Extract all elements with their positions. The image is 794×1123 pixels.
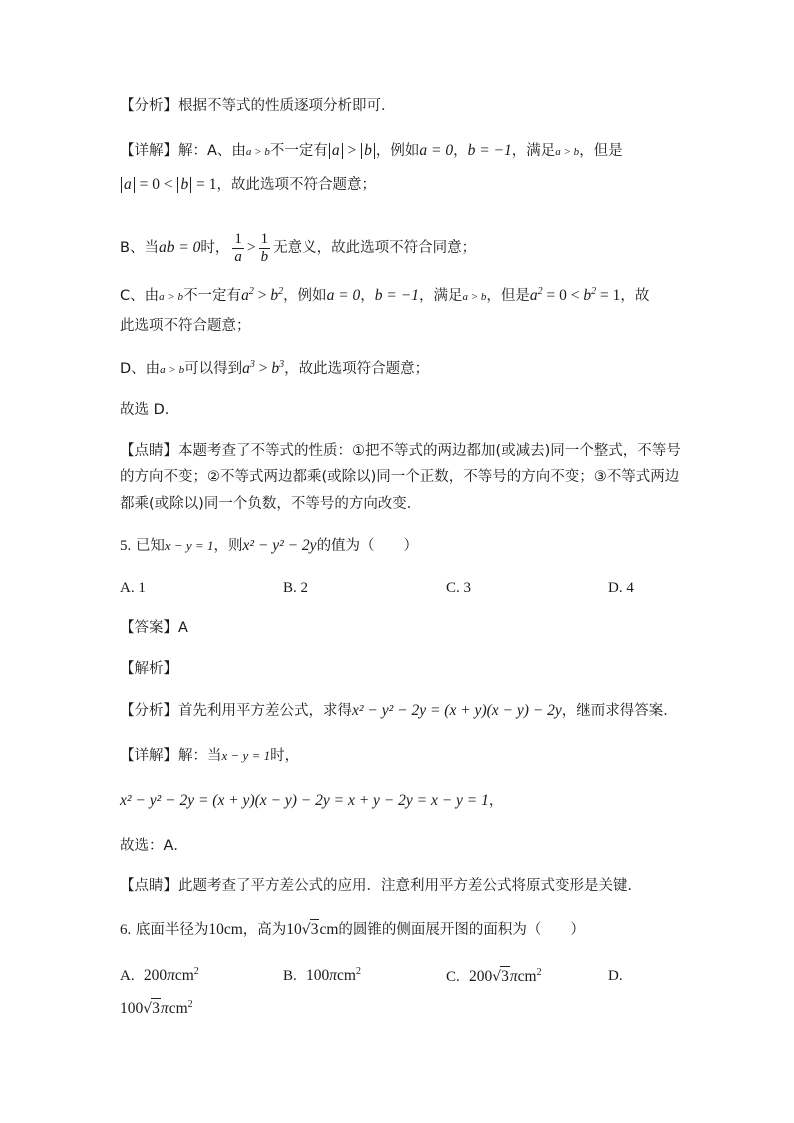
detail-text: ，但是: [579, 143, 623, 159]
detail-text: 可以得到: [184, 361, 243, 377]
q4-detail-a-line1: [120, 141, 623, 162]
detail-text: ，故此选项符合题意；: [284, 361, 430, 377]
q4-detail-b: [120, 230, 476, 266]
detail-text: ，故: [620, 288, 650, 304]
math-cond: x − y = 1: [164, 538, 214, 553]
fraction-1-over-a: [232, 231, 244, 266]
gt-sign: >: [254, 360, 272, 377]
q5-option-d: [608, 578, 634, 598]
radicand: 3: [152, 1000, 160, 1017]
option-value: 4: [626, 580, 634, 596]
gt-sign: >: [246, 239, 256, 256]
q5-detail: [120, 746, 299, 766]
analysis-text: 根据不等式的性质逐项分析即可．: [178, 98, 396, 114]
gt-sign: >: [253, 287, 271, 304]
q4-remark-line1: [120, 441, 681, 461]
remark-tag: 【点睛】: [120, 878, 178, 894]
q4-detail-c-line1: [120, 286, 649, 307]
coef: 200: [468, 968, 493, 985]
remark-tag: 【点睛】: [120, 443, 178, 459]
detail-text: ，例如: [283, 288, 327, 304]
math-calc: x² − y² − 2y = (x + y)(x − y) − 2y = x + y − 2y = x − y = 1: [120, 792, 489, 809]
radicand: 3: [501, 968, 509, 985]
q6-option-c: [446, 966, 542, 987]
detail-text: B、当: [120, 240, 159, 256]
math-cube-ineq: $a^3 > b^3$: [242, 359, 285, 377]
detail-text: 时，: [270, 748, 300, 764]
q4-remark-line3: 都乘(或除以)同一个负数，不等号的方向改变．: [120, 496, 422, 512]
option-label: A.: [120, 968, 135, 984]
frac-den: b: [260, 248, 269, 265]
option-label: C.: [446, 580, 460, 596]
math-var: a: [242, 360, 250, 377]
stem-text: 的值为（ ）: [316, 538, 419, 554]
detail-text: ，故此选项不符合题意；: [216, 177, 376, 193]
q5-option-b: [283, 578, 308, 598]
math-height: [286, 921, 338, 938]
math-square-chain: $a^2 = 0 < b^2 = 1$: [529, 286, 621, 304]
q4-remark-line2: 的方向不变；②不等式两边都乘(或除以)同一个正数，不等号的方向不变；③不等式两边: [120, 469, 680, 485]
option-label: B.: [283, 968, 297, 984]
q6-option-d-label: D.: [608, 968, 623, 984]
math-abs-expr: [328, 142, 376, 159]
math-val-b: b = −1: [374, 287, 419, 304]
q4-detail-c-line2: 此选项不符合题意；: [120, 318, 251, 334]
q4-detail-a-line2: [120, 175, 376, 195]
sqrt-icon: √: [492, 969, 502, 985]
option-value: 100πcm$^2$: [305, 966, 361, 984]
q6-option-b: [283, 966, 361, 986]
comma: ，: [360, 288, 375, 304]
detail-text: C、由: [120, 288, 160, 304]
q6-option-a: [120, 966, 199, 986]
abs-a: a: [329, 143, 343, 159]
q5-answer: [120, 618, 188, 638]
math-expr: x² − y² − 2y: [242, 537, 317, 554]
answer-value: A: [178, 620, 188, 636]
option-value: 100√3πcm$^2$: [120, 999, 193, 1017]
frac-num: 1: [260, 230, 269, 247]
stem-text: 底面半径为: [135, 922, 209, 938]
option-value: 1: [138, 580, 146, 596]
math-cond: a > b: [555, 146, 580, 158]
option-label: B.: [283, 580, 297, 596]
question-number: 6.: [120, 922, 132, 938]
option-value: 200√3πcm$^2$: [468, 967, 542, 985]
coef: 100: [120, 1000, 144, 1017]
q5-explanation-tag: 【解析】: [120, 661, 178, 677]
math-var: b: [270, 287, 279, 304]
option-label: A.: [120, 580, 135, 596]
option-value: 3: [463, 580, 472, 596]
remark-text: 本题考查了不等式的性质：①把不等式的两边都加(或减去)同一个整式，不等号: [178, 443, 681, 459]
q4-choose: 故选 D．: [120, 402, 180, 418]
math-val-b: b = −1: [467, 142, 512, 159]
frac-num: 1: [234, 230, 242, 247]
detail-text: 时，: [200, 240, 230, 256]
q6-option-d-value: [120, 998, 193, 1019]
sqrt-icon: √: [301, 922, 311, 938]
q6-stem: [120, 919, 585, 940]
math-cond: a > b: [160, 364, 185, 376]
analysis-text: 首先利用平方差公式，求得: [178, 703, 352, 719]
q5-choose: 故选：A．: [120, 838, 188, 854]
math-var: b: [271, 360, 280, 377]
detail-text: 解：A、由: [178, 143, 246, 159]
q5-calculation: [120, 791, 503, 811]
math-cond: x − y = 1: [221, 748, 271, 763]
math-val-a: a = 0: [326, 287, 361, 304]
question-number: 5.: [120, 538, 132, 554]
detail-text: 解：当: [178, 748, 222, 764]
math-square-ineq: $a^2 > b^2$: [241, 286, 284, 304]
q4-detail-d: [120, 359, 429, 380]
detail-tag: 【详解】: [120, 143, 178, 159]
detail-text: 无意义，故此选项不符合同意；: [273, 240, 477, 256]
abs-a: a: [121, 177, 135, 193]
detail-text: 不一定有: [183, 288, 242, 304]
math-var: b: [583, 287, 592, 304]
detail-text: D、由: [120, 361, 161, 377]
coef: 10: [286, 921, 302, 938]
detail-text: ，满足: [418, 288, 463, 304]
sqrt-icon: √: [143, 1001, 153, 1017]
frac-den: a: [234, 248, 242, 265]
unit: cm: [319, 921, 339, 938]
math-cond: a > b: [462, 291, 487, 303]
stem-text: ，则: [213, 538, 243, 554]
option-label: D.: [608, 580, 623, 596]
stem-text: 已知: [135, 538, 165, 554]
detail-tag: 【详解】: [120, 748, 178, 764]
math-end: = 1: [596, 287, 621, 304]
answer-tag: 【答案】: [120, 620, 178, 636]
analysis-text: ，继而求得答案．: [561, 703, 678, 719]
stem-text: 的圆锥的侧面展开图的面积为（ ）: [338, 922, 585, 938]
stem-text: ，高为: [242, 922, 287, 938]
q5-option-c: [446, 578, 471, 598]
math-cond: a > b: [245, 146, 270, 158]
q5-stem: [120, 536, 418, 556]
q4-analysis: [120, 96, 396, 116]
analysis-tag: 【分析】: [120, 98, 178, 114]
math-var: a: [529, 287, 538, 304]
detail-text: 不一定有: [269, 143, 328, 159]
math-var: a: [241, 287, 249, 304]
math-cond: ab = 0: [158, 239, 201, 256]
math-abs-chain: [120, 176, 216, 193]
detail-text: ，例如: [375, 143, 420, 159]
abs-b: b: [177, 177, 191, 193]
math-expr: x² − y² − 2y = (x + y)(x − y) − 2y: [352, 702, 562, 719]
option-value: 2: [300, 580, 309, 596]
math-cond: a > b: [159, 291, 184, 303]
abs-b: b: [361, 143, 375, 159]
analysis-tag: 【分析】: [120, 703, 178, 719]
math-radius: 10cm: [208, 921, 243, 938]
q5-analysis: [120, 701, 678, 721]
detail-text: ，满足: [511, 143, 556, 159]
remark-text: 此题考查了平方差公式的应用．注意利用平方差公式将原式变形是关键．: [178, 878, 642, 894]
detail-text: ，但是: [486, 288, 530, 304]
option-label: C.: [446, 969, 460, 985]
option-value: 200πcm$^2$: [143, 966, 199, 984]
math-val-a: a = 0: [419, 142, 454, 159]
q5-option-a: [120, 578, 146, 598]
math-mid: = 0 <: [542, 287, 584, 304]
radicand: 3: [310, 921, 319, 938]
q5-remark: [120, 876, 642, 896]
math-end: = 1: [196, 176, 217, 193]
comma: ，: [453, 143, 468, 159]
detail-text: ，: [488, 793, 504, 809]
fraction-1-over-b: [259, 231, 271, 266]
gt-sign: >: [347, 142, 357, 159]
math-mid: = 0 <: [139, 176, 173, 193]
